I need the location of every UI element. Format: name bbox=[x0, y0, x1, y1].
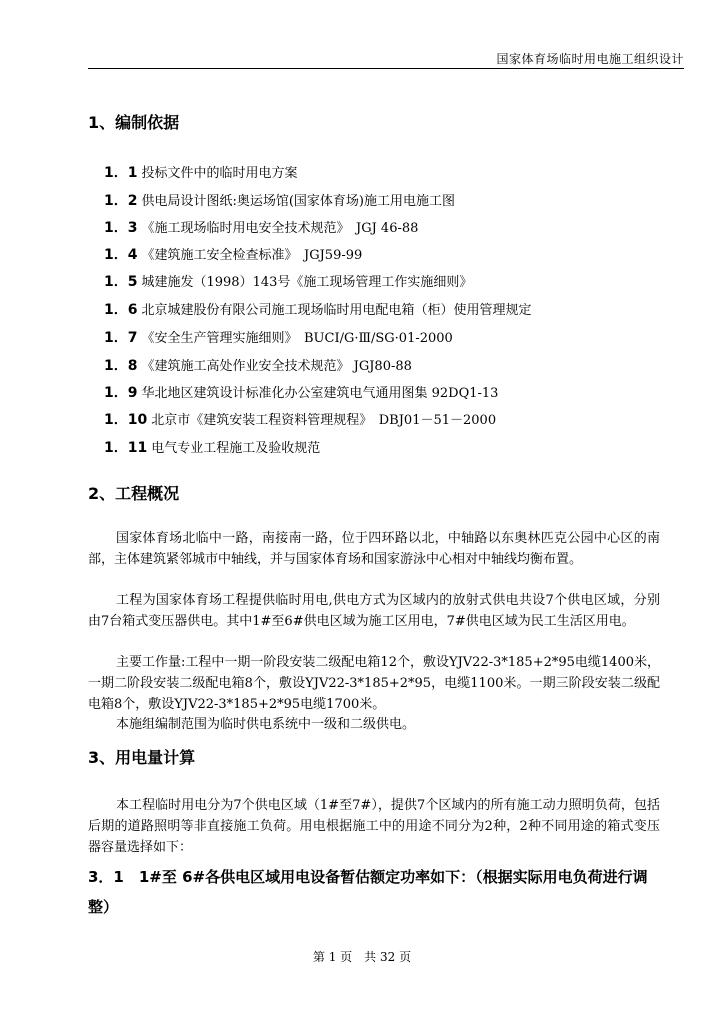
reference-item bbox=[104, 271, 472, 291]
reference-text: 《建筑施工高处作业安全技术规范》 JGJ80-88 bbox=[141, 359, 412, 374]
reference-number: 1．11 bbox=[104, 440, 148, 456]
section-1-title: 1、编制依据 bbox=[88, 113, 180, 132]
reference-text: 北京城建股份有限公司施工现场临时用电配电箱（柜）使用管理规定 bbox=[141, 303, 532, 318]
section-2-title: 2、工程概况 bbox=[88, 484, 180, 503]
reference-number: 1．10 bbox=[104, 412, 148, 428]
overview-paragraph: 国家体育场北临中一路，南接南一路，位于四环路以北，中轴路以东奥林匹克公园中心区的南部，主体建筑紧邻城市中轴线，并与国家体育场和国家游泳中心相对中轴线均衡布置。 bbox=[88, 531, 660, 567]
calc-paragraph: 本工程临时用电分为7个供电区域（1#至7#），提供7个区域内的所有施工动力照明负荷，包括后期的道路照明等非直接施工负荷。用电根据施工中的用途不同分为2种，2种不同用途的箱式变压器容量选择如下： bbox=[88, 798, 660, 855]
reference-number: 1．6 bbox=[104, 302, 138, 318]
reference-text: 北京市《建筑安装工程资料管理规程》 DBJ01－51－2000 bbox=[151, 413, 497, 428]
overview-paragraph: 主要工作量:工程中一期一阶段安装二级配电箱12个，敷设YJV22-3*185+2*95电缆1400米，一期二阶段安装二级配电箱8个，敷设YJV22-3*185+2*95，电缆1100米。一期三阶段安装二级配电箱8个，敷设YJV22-3*185+2*95电缆1700米。 bbox=[88, 655, 660, 712]
reference-text: 《安全生产管理实施细则》 BUCI/G·Ⅲ/SG·01-2000 bbox=[141, 331, 453, 346]
reference-number: 1．9 bbox=[104, 385, 138, 401]
reference-text: 城建施发（1998）143号《施工现场管理工作实施细则》 bbox=[141, 275, 473, 290]
reference-number: 1．1 bbox=[104, 165, 138, 181]
reference-item bbox=[104, 382, 498, 402]
reference-item bbox=[104, 355, 412, 375]
reference-text: 供电局设计图纸:奥运场馆(国家体育场)施工用电施工图 bbox=[141, 194, 456, 209]
reference-text: 投标文件中的临时用电方案 bbox=[141, 166, 298, 181]
reference-item bbox=[104, 162, 298, 182]
reference-text: 《建筑施工安全检查标准》 JGJ59-99 bbox=[141, 248, 363, 263]
overview-paragraph: 本施组编制范围为临时供电系统中一级和二级供电。 bbox=[116, 717, 416, 732]
reference-number: 1．4 bbox=[104, 247, 138, 263]
reference-text: 电气专业工程施工及验收规范 bbox=[151, 441, 321, 456]
reference-number: 1．7 bbox=[104, 330, 138, 346]
page-number: 第 1 页 共 32 页 bbox=[312, 950, 412, 964]
reference-number: 1．3 bbox=[104, 220, 138, 236]
reference-text: 《施工现场临时用电安全技术规范》 JGJ 46-88 bbox=[141, 221, 419, 236]
reference-item bbox=[104, 299, 532, 319]
subsection-3-1-title: 3．1 1#至 6#各供电区域用电设备暂估额定功率如下：（根据实际用电负荷进行调整） bbox=[88, 868, 648, 916]
reference-item bbox=[104, 327, 453, 347]
reference-item bbox=[104, 244, 362, 264]
overview-paragraph: 工程为国家体育场工程提供临时用电,供电方式为区域内的放射式供电共设7个供电区域，分别由7台箱式变压器供电。其中1#至6#供电区域为施工区用电，7#供电区域为民工生活区用电。 bbox=[88, 593, 660, 629]
reference-number: 1．2 bbox=[104, 193, 138, 209]
header-title: 国家体育场临时用电施工组织设计 bbox=[496, 52, 684, 66]
section-3-title: 3、用电量计算 bbox=[88, 748, 196, 767]
reference-item bbox=[104, 190, 455, 210]
header-rule bbox=[88, 68, 684, 69]
reference-item bbox=[104, 217, 418, 237]
reference-item bbox=[104, 409, 496, 429]
reference-text: 华北地区建筑设计标准化办公室建筑电气通用图集 92DQ1-13 bbox=[141, 386, 499, 401]
reference-item bbox=[104, 437, 320, 457]
reference-number: 1．8 bbox=[104, 358, 138, 374]
reference-number: 1．5 bbox=[104, 274, 138, 290]
